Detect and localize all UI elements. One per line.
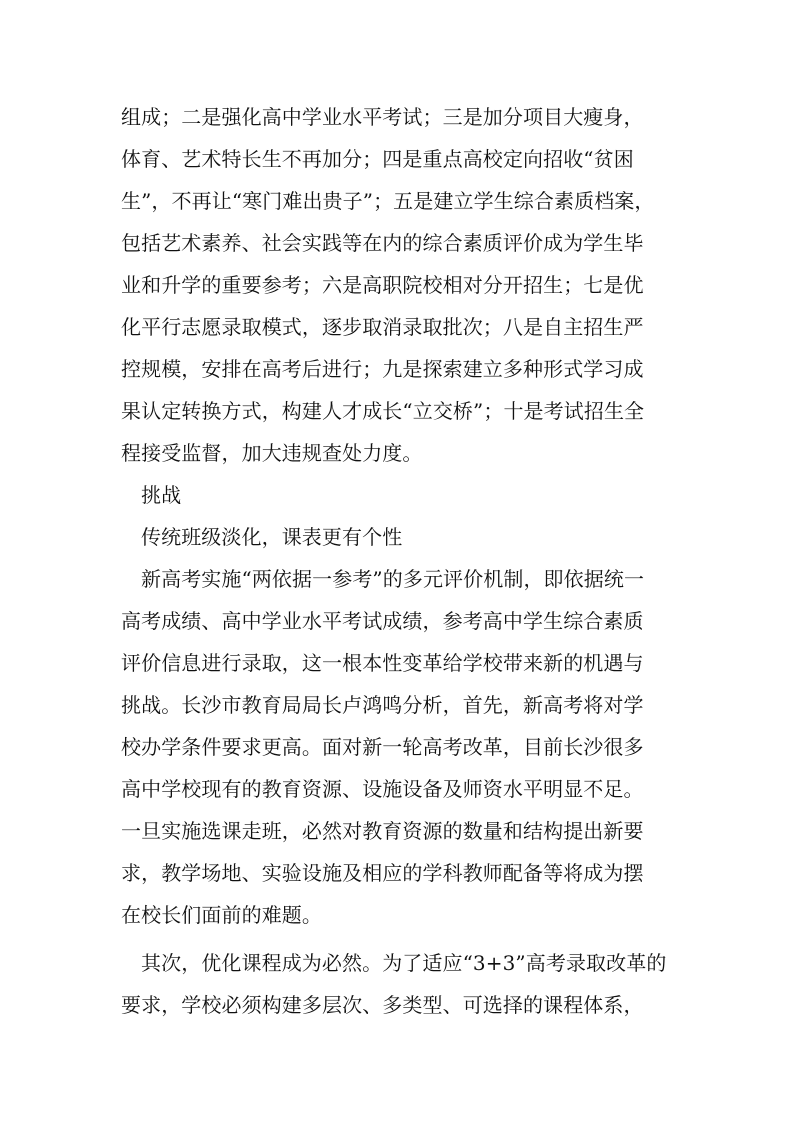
text-line: 化平行志愿录取模式，逐步取消录取批次；八是自主招生严	[121, 315, 644, 339]
text-line: 体育、艺术特长生不再加分；四是重点高校定向招收“贫困	[121, 147, 634, 171]
text-line: 程接受监督，加大违规查处力度。	[121, 441, 423, 465]
document-body	[121, 100, 681, 1030]
text-line: 新高考实施“两依据一参考”的多元评价机制，即依据统一	[141, 567, 645, 591]
text-line: 一旦实施选课走班，必然对教育资源的数量和结构提出新要	[121, 819, 644, 843]
section-heading: 挑战	[141, 483, 182, 507]
text-line: 生”，不再让“寒门难出贵子”；五是建立学生综合素质档案，	[121, 189, 655, 213]
text-line: 校办学条件要求更高。面对新一轮高考改革，目前长沙很多	[121, 735, 644, 759]
text-line: 包括艺术素养、社会实践等在内的综合素质评价成为学生毕	[121, 231, 644, 255]
text-line: 评价信息进行录取，这一根本性变革给学校带来新的机遇与	[121, 651, 644, 675]
text-line: 组成；二是强化高中学业水平考试；三是加分项目大瘦身，	[121, 105, 644, 129]
text-line: 要求，学校必须构建多层次、多类型、可选择的课程体系，	[121, 993, 644, 1017]
text-line: 挑战。长沙市教育局局长卢鸿鸣分析，首先，新高考将对学	[121, 693, 644, 717]
text-line: 控规模，安排在高考后进行；九是探索建立多种形式学习成	[121, 357, 644, 381]
text-line: 高考成绩、高中学业水平考试成绩，参考高中学生综合素质	[121, 609, 644, 633]
text-line: 求，教学场地、实验设施及相应的学科教师配备等将成为摆	[121, 861, 644, 885]
text-line: 其次，优化课程成为必然。为了适应“3+3”高考录取改革的	[141, 951, 667, 975]
subheading: 传统班级淡化，课表更有个性	[141, 525, 403, 549]
text-line: 果认定转换方式，构建人才成长“立交桥”；十是考试招生全	[121, 399, 645, 423]
text-line: 业和升学的重要参考；六是高职院校相对分开招生；七是优	[121, 273, 644, 297]
text-line: 高中学校现有的教育资源、设施设备及师资水平明显不足。	[121, 777, 644, 801]
text-line: 在校长们面前的难题。	[121, 903, 322, 927]
